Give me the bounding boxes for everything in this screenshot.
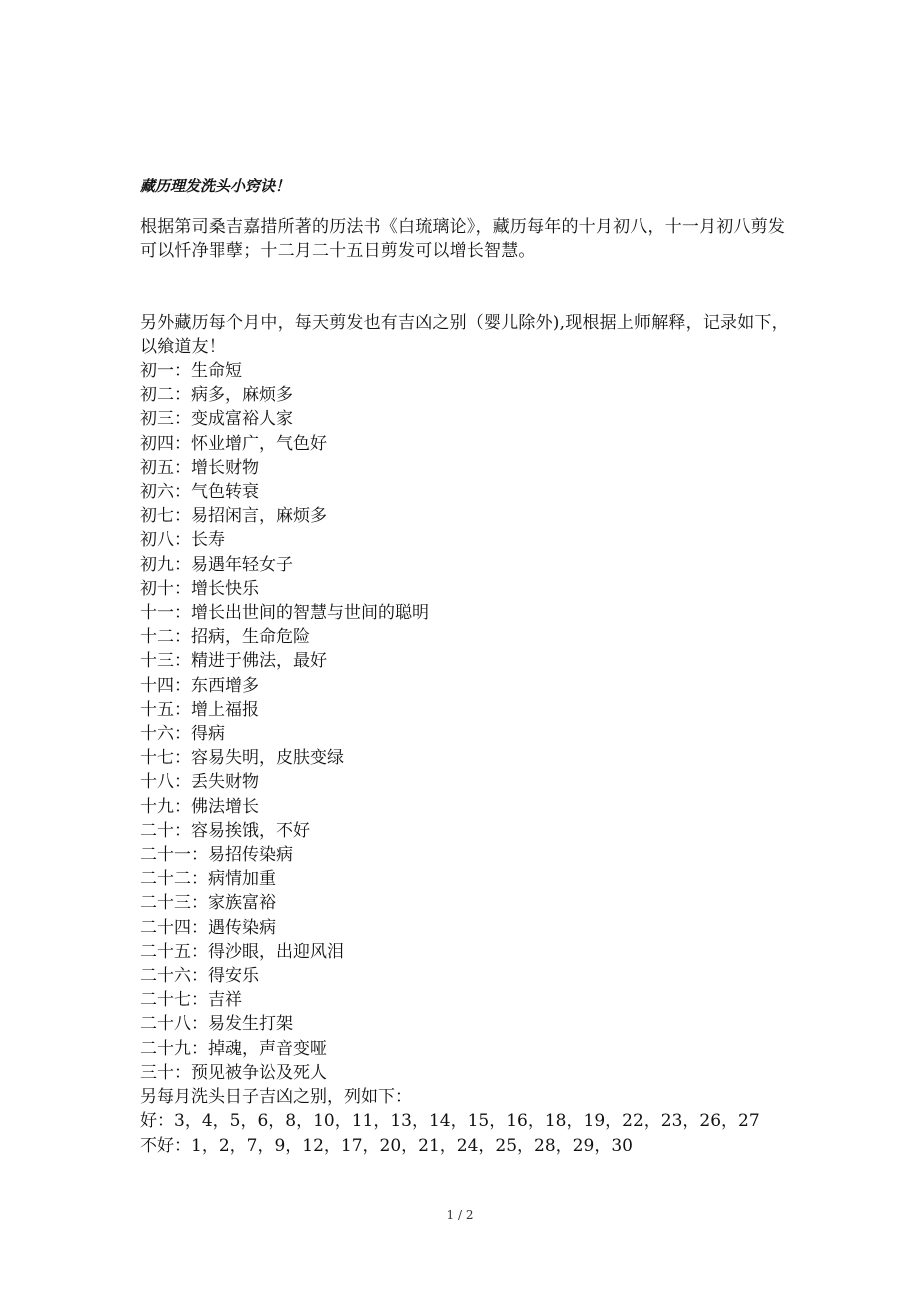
list-item: 十一：增长出世间的智慧与世间的聪明	[140, 603, 429, 624]
list-item: 二十四：遇传染病	[140, 917, 276, 938]
list-item: 初七：易招闲言，麻烦多	[140, 506, 327, 527]
list-item: 初九：易遇年轻女子	[140, 554, 293, 575]
list-item: 二十九：掉魂，声音变哑	[140, 1038, 327, 1059]
list-item: 初十：增长快乐	[140, 578, 259, 599]
list-item: 初六：气色转衰	[140, 482, 259, 503]
list-item: 十七：容易失明，皮肤变绿	[140, 748, 344, 769]
list-item: 初八：长寿	[140, 530, 225, 551]
list-item: 初五：增长财物	[140, 457, 259, 478]
list-item: 初一：生命短	[140, 361, 242, 381]
document-title: 藏历理发洗头小窍诀！	[140, 177, 291, 195]
list-item: 初二：病多，麻烦多	[140, 385, 293, 406]
list-item: 十四：东西增多	[140, 675, 259, 696]
list-item: 十六：得病	[140, 724, 225, 745]
list-item: 二十二：病情加重	[140, 869, 276, 890]
washing-intro: 另每月洗头日子吉凶之别，列如下：	[140, 1087, 412, 1108]
good-days-line: 好：3，4，5，6，8，10，11，13，14，15，16，18，19，22，23，26，27	[140, 1111, 760, 1132]
list-item: 三十：预见被争讼及死人	[140, 1062, 327, 1083]
list-item: 二十六：得安乐	[140, 966, 259, 987]
list-item: 十二：招病，生命危险	[140, 627, 310, 648]
list-item: 二十：容易挨饿，不好	[140, 820, 310, 841]
haircut-intro-paragraph: 另外藏历每个月中，每天剪发也有吉凶之别（婴儿除外),现根据上师解释，记录如下，以飨道友！	[140, 313, 789, 357]
haircut-days-list	[140, 359, 790, 1158]
list-item: 二十八：易发生打架	[140, 1014, 293, 1035]
list-item: 十三：精进于佛法，最好	[140, 651, 327, 672]
document-body	[140, 174, 790, 1158]
list-item: 初四：怀业增广，气色好	[140, 433, 327, 454]
bad-days-line: 不好：1，2，7，9，12，17，20，21，24，25，28，29，30	[140, 1135, 633, 1156]
intro-paragraph: 根据第司桑吉嘉措所著的历法书《白琉璃论》，藏历每年的十月初八，十一月初八剪发可以忏净罪孽；十二月二十五日剪发可以增长智慧。	[140, 217, 786, 261]
blank-line	[140, 287, 790, 311]
list-item: 十九：佛法增长	[140, 796, 259, 817]
list-item: 十五：增上福报	[140, 699, 259, 720]
list-item: 二十一：易招传染病	[140, 845, 293, 866]
page-number: 1 / 2	[446, 1208, 474, 1222]
list-item: 初三：变成富裕人家	[140, 409, 293, 430]
list-item: 十八：丢失财物	[140, 772, 259, 793]
list-item: 二十五：得沙眼，出迎风泪	[140, 941, 344, 962]
list-item: 二十三：家族富裕	[140, 893, 276, 914]
list-item: 二十七：吉祥	[140, 990, 242, 1011]
